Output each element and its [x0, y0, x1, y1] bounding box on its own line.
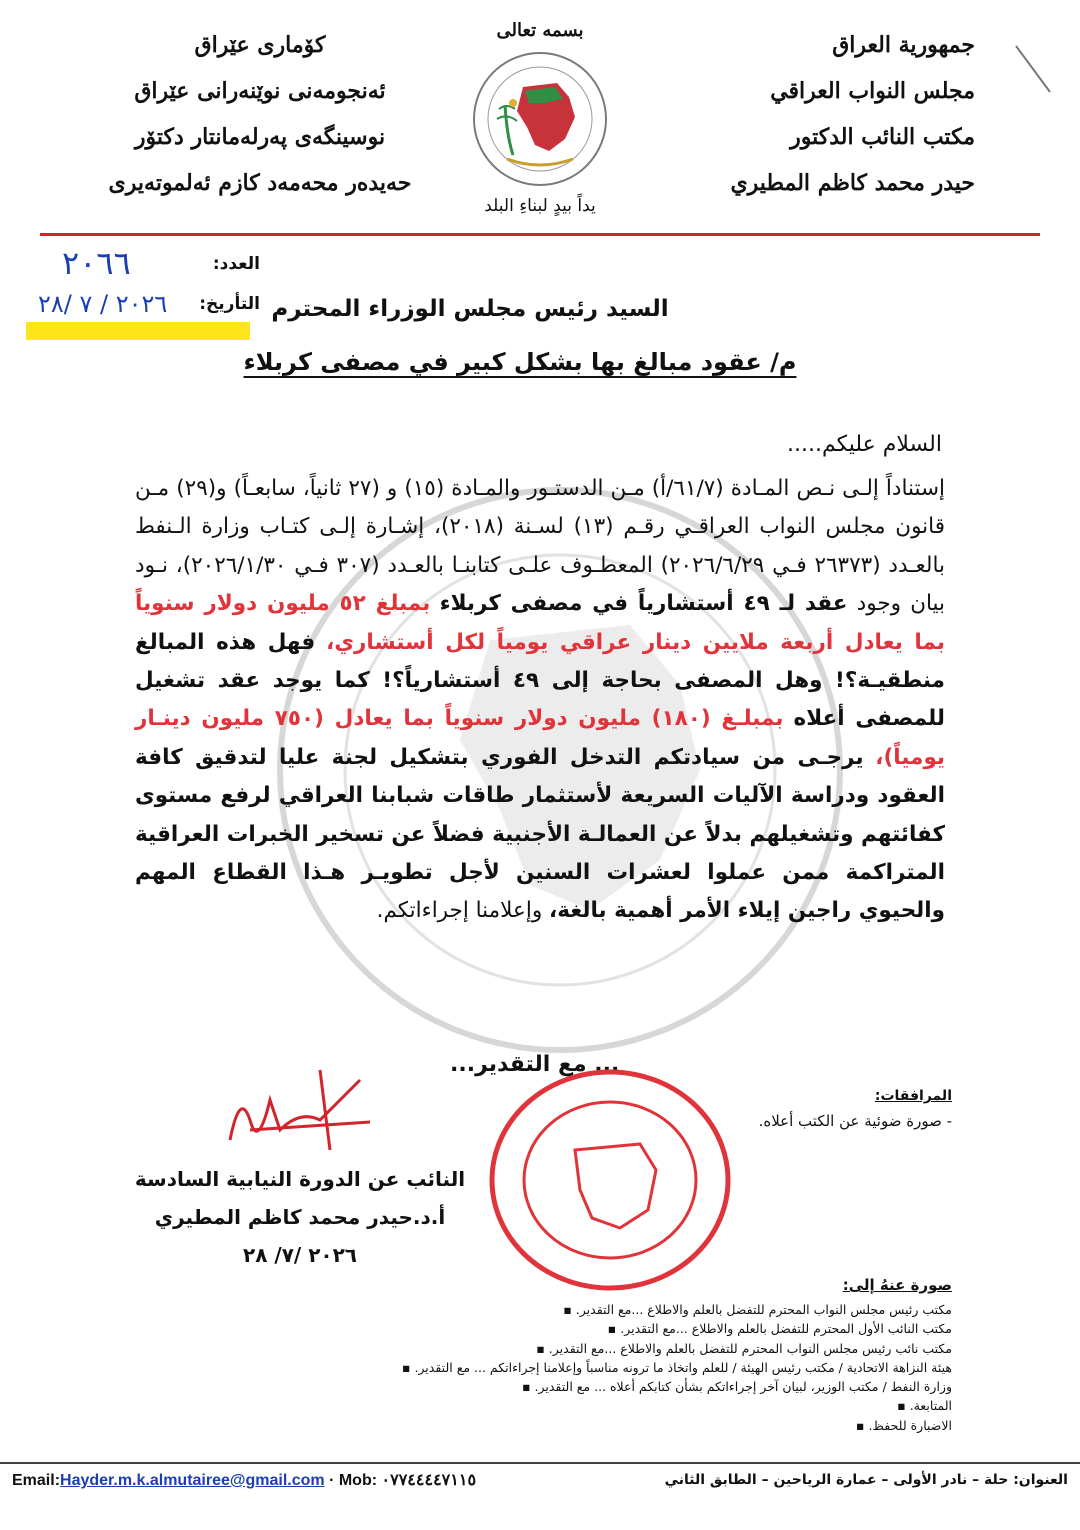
- number-value: ٢٠٦٦: [62, 244, 131, 282]
- subject: م/ عقود مبالغ بها بشكل كبير في مصفى كربلاء: [243, 348, 797, 376]
- footer-contact: Email:Hayder.m.k.almutairee@gmail.com · Mob: ٠٧٧٤٤٤٤٧١١٥: [12, 1472, 477, 1489]
- header-kurdish-block: [95, 22, 425, 206]
- mobile-number: ٠٧٧٤٤٤٤٧١١٥: [381, 1472, 477, 1489]
- basmala: بسمه تعالى: [496, 20, 584, 41]
- header-kurdish-line: حەیدەر محەمەد كازم ئەلموتەیری: [108, 170, 412, 196]
- greeting: السلام عليكم.....: [787, 432, 942, 457]
- header-arabic-block: [645, 22, 975, 206]
- email-link[interactable]: Hayder.m.k.almutairee@gmail.com: [60, 1472, 325, 1489]
- body-question: فهل هذه المبالغ منطقيـة؟! وهل المصفى بحاجة إلى ٤٩ أستشارياً؟! كما يوجد عقد تشغيل للمصفى أعلاه: [135, 629, 945, 732]
- recipient: السيد رئيس مجلس الوزراء المحترم: [271, 296, 669, 322]
- cc-item: مكتب رئيس مجلس النواب المحترم للتفضل بالعلم والاطلاع ...مع التقدير. ▪: [152, 1300, 952, 1319]
- body-amount-52m: بمبلغ ٥٢ مليون دولار سنوياً بما يعادل أربعة ملايين دينار عراقي يومياً لكل أستشاري،: [135, 591, 945, 655]
- closing: ... مع التقدير...: [450, 1052, 620, 1077]
- cc-title: صورة عنهُ إلى:: [842, 1276, 952, 1294]
- body-contract: عقد لـ ٤٩ أستشارياً في مصفى كربلاء: [439, 591, 848, 617]
- cc-list: [152, 1300, 952, 1435]
- motto: يداً بيدٍ لبناءِ البلد: [484, 196, 596, 216]
- header-arabic-line: مكتب النائب الدكتور: [790, 124, 975, 150]
- date-label: التأريخ:: [199, 294, 260, 314]
- attachments-label: المرافقات:: [874, 1088, 952, 1104]
- cc-item: هيئة النزاهة الاتحادية / مكتب رئيس الهيئة / للعلم واتخاذ ما ترونه مناسباً وإعلامنا إجراءاتكم ... مع التقدير. ▪: [152, 1358, 952, 1377]
- date-highlight: [26, 322, 250, 340]
- body-closing: وإعلامنا إجراءاتكم.: [376, 898, 543, 924]
- cc-item: الاضبارة للحفظ. ▪: [152, 1416, 952, 1435]
- signature-block: [130, 1160, 470, 1274]
- letter-body: [135, 470, 945, 931]
- cc-item: المتابعة. ▪: [152, 1396, 952, 1415]
- signature-date: ٢٠٢٦ /٧/ ٢٨: [242, 1243, 358, 1267]
- parliament-logo-icon: [465, 47, 615, 192]
- cc-item: وزارة النفط / مكتب الوزير، لبيان آخر إجراءاتكم بشأن كتابكم أعلاه ... مع التقدير. ▪: [152, 1377, 952, 1396]
- signer-name: أ.د.حيدر محمد كاظم المطيري: [154, 1205, 446, 1229]
- body-request: يرجـى من سيادتكم التدخل الفوري بتشكيل لجنة عليا لتدقيق كافة العقود ودراسة الآليات السريعة لأستثمار طاقات شبابنا العراقي لرفع مستوى كفائتهم وتشغيلهم بدلاً عن العمالـة الأجنبية فضلاً عن تسخير الخبرات العراقية المتراكمة ممن عملوا لعشرات السنين لأجل تطويـر هـذا القطاع المهم والحيوي راجين إيلاء الأمر أهمية بالغة،: [135, 744, 945, 924]
- header-kurdish-line: نوسینگەی پەرلەمانتار دكتۆر: [134, 124, 386, 150]
- body-intro: إستناداً إلـى نـص المـادة (٦١/٧/أ) مـن الدستـور والمـادة (١٥) و (٢٧ ثانياً، سابعـاً) و(٢٩) مـن قانون مجلس النواب العراقـي رقـم (١٣) لسـنة (٢٠١٨)، إشـارة إلـى كتـاب وزارة الـنفط بالعـدد (٢٦٣٧٣ فـي ٢٠٢٦/٦/٢٩) المعطـوف علـى كتابنـا بالعـدد (٣٠٧ فـي ٢٠٢٦/١/٣٠)، نـود بيان وجود: [135, 476, 946, 617]
- signer-title: النائب عن الدورة النيابية السادسة: [134, 1167, 466, 1191]
- official-stamp-icon: [480, 1060, 740, 1300]
- cc-item: مكتب نائب رئيس مجلس النواب المحترم للتفضل بالعلم والاطلاع ...مع التقدير. ▪: [152, 1339, 952, 1358]
- body-amount-180m: بمبلـغ (١٨٠) مليون دولار سنوياً بما يعادل (٧٥٠ مليون دينـار يومياً)،: [135, 706, 946, 770]
- email-label: Email:: [12, 1472, 61, 1489]
- header-kurdish-line: كۆمارى عێراق: [194, 32, 326, 58]
- header-divider: [40, 233, 1040, 236]
- attachment-item: - صورة ضوئية عن الكتب أعلاه.: [758, 1112, 952, 1130]
- header-arabic-line: مجلس النواب العراقي: [770, 78, 975, 104]
- date-value: ٢٠٢٦ / ٧ /٢٨: [38, 290, 168, 318]
- signature-icon: [210, 1060, 380, 1160]
- cc-item: مكتب النائب الأول المحترم للتفضل بالعلم والاطلاع ...مع التقدير. ▪: [152, 1319, 952, 1338]
- number-label: العدد:: [212, 254, 260, 274]
- pen-mark-icon: [1010, 40, 1060, 100]
- footer-address: العنوان: حلة – نادر الأولى – عمارة الرياحين – الطابق الثاني: [664, 1472, 1068, 1488]
- header-kurdish-line: ئەنجومەنى نوێنەرانى عێراق: [134, 78, 386, 104]
- footer-divider: [0, 1462, 1080, 1464]
- mob-label: Mob:: [338, 1472, 378, 1489]
- header-center: [440, 20, 640, 216]
- header-arabic-line: حيدر محمد كاظم المطيري: [730, 170, 975, 196]
- header-arabic-line: جمهورية العراق: [832, 32, 975, 58]
